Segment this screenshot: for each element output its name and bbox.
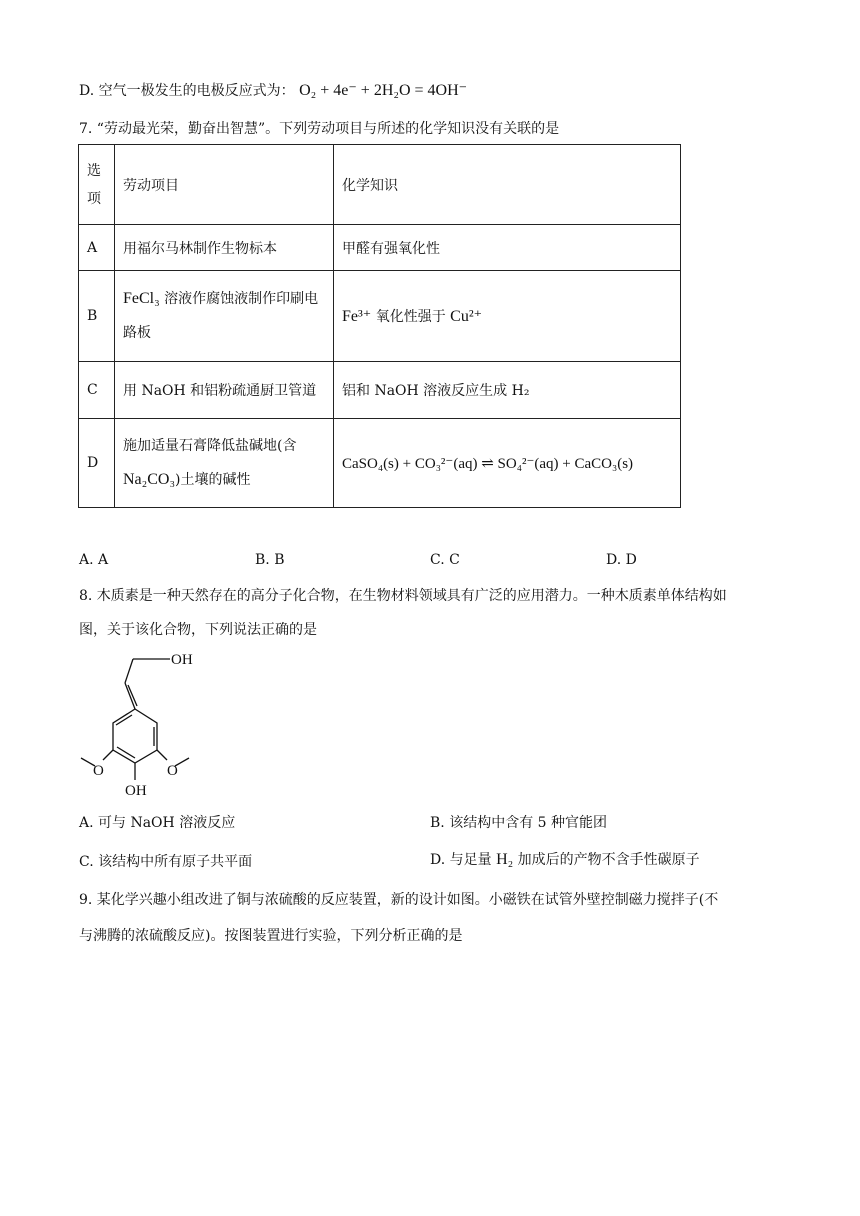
row-c-option: C <box>79 362 115 419</box>
q8-stem-line2: 图，关于该化合物，下列说法正确的是 <box>79 622 317 638</box>
q8-option-b: B. 该结构中含有 5 种官能团 <box>430 815 607 831</box>
header-knowledge: 化学知识 <box>334 145 681 225</box>
row-a-knowledge: 甲醛有强氧化性 <box>334 225 681 271</box>
row-d-labor-c: )土壤的碱性 <box>175 472 251 488</box>
q7-choice-c: C. C <box>430 552 460 568</box>
o-left-label: O <box>93 763 104 779</box>
row-b-knowledge-c: Cu²⁺ <box>450 308 483 325</box>
row-d-labor-a: 施加适量石膏降低盐碱地(含 <box>123 438 297 454</box>
row-b-knowledge <box>334 271 681 362</box>
row-d-labor-b: Na₂CO₃ <box>123 471 176 488</box>
q7-table <box>78 144 681 508</box>
prev-option-d-formula: O₂ + 4e⁻ + 2H₂O = 4OH⁻ <box>299 82 468 99</box>
row-b-knowledge-a: Fe³⁺ <box>342 308 372 325</box>
prev-option-d-text: D. 空气一极发生的电极反应式为： <box>79 83 295 99</box>
q9-stem-line1: 9. 某化学兴趣小组改进了铜与浓硫酸的反应装置，新的设计如图。小磁铁在试管外壁控制磁力搅拌子(不 <box>79 892 719 908</box>
row-b-labor-formula: FeCl₃ <box>123 290 160 307</box>
q8-option-d <box>430 849 700 869</box>
lignin-monomer-structure <box>75 645 215 805</box>
row-b-option: B <box>79 271 115 362</box>
table-row <box>79 419 681 508</box>
q8-option-a: A. 可与 NaOH 溶液反应 <box>79 815 236 831</box>
row-d-knowledge: CaSO₄(s) + CO₃²⁻(aq) ⇌ SO₄²⁻(aq) + CaCO₃(s) <box>334 419 681 508</box>
q7-choice-a: A. A <box>79 552 109 568</box>
oh-bottom-label: OH <box>125 783 147 799</box>
q8-option-c: C. 该结构中所有原子共平面 <box>79 854 253 870</box>
row-a-option: A <box>79 225 115 271</box>
oh-top-label: OH <box>171 652 193 668</box>
row-b-knowledge-b: 氧化性强于 <box>371 309 451 325</box>
header-option <box>79 145 115 225</box>
row-b-labor-rest: 溶液作腐蚀液制作印刷电路板 <box>123 291 319 341</box>
row-d-option: D <box>79 419 115 508</box>
q8-stem-line1: 8. 木质素是一种天然存在的高分子化合物，在生物材料领域具有广泛的应用潜力。一种木质素单体结构如 <box>79 588 727 604</box>
q7-choice-b: B. B <box>255 552 285 568</box>
q8-option-d-b: H₂ <box>496 851 514 868</box>
o-right-label: O <box>167 763 178 779</box>
q7-choice-d: D. D <box>606 552 637 568</box>
q8-option-d-a: D. 与足量 <box>430 852 497 868</box>
q9-stem-line2: 与沸腾的浓硫酸反应)。按图装置进行实验，下列分析正确的是 <box>79 928 463 944</box>
row-b-labor <box>115 271 334 362</box>
q8-option-d-c: 加成后的产物不含手性碳原子 <box>513 852 700 868</box>
prev-option-d <box>79 80 467 100</box>
table-row <box>79 271 681 362</box>
q7-stem: 7. “劳动最光荣，勤奋出智慧”。下列劳动项目与所述的化学知识没有关联的是 <box>79 121 560 137</box>
table-row <box>79 362 681 419</box>
row-c-knowledge: 铝和 NaOH 溶液反应生成 H₂ <box>334 362 681 419</box>
row-c-labor: 用 NaOH 和铝粉疏通厨卫管道 <box>115 362 334 419</box>
header-labor: 劳动项目 <box>115 145 334 225</box>
table-header-row <box>79 145 681 225</box>
row-d-labor <box>115 419 334 508</box>
table-row <box>79 225 681 271</box>
row-a-labor: 用福尔马林制作生物标本 <box>115 225 334 271</box>
header-option-text: 选项 <box>87 162 101 207</box>
